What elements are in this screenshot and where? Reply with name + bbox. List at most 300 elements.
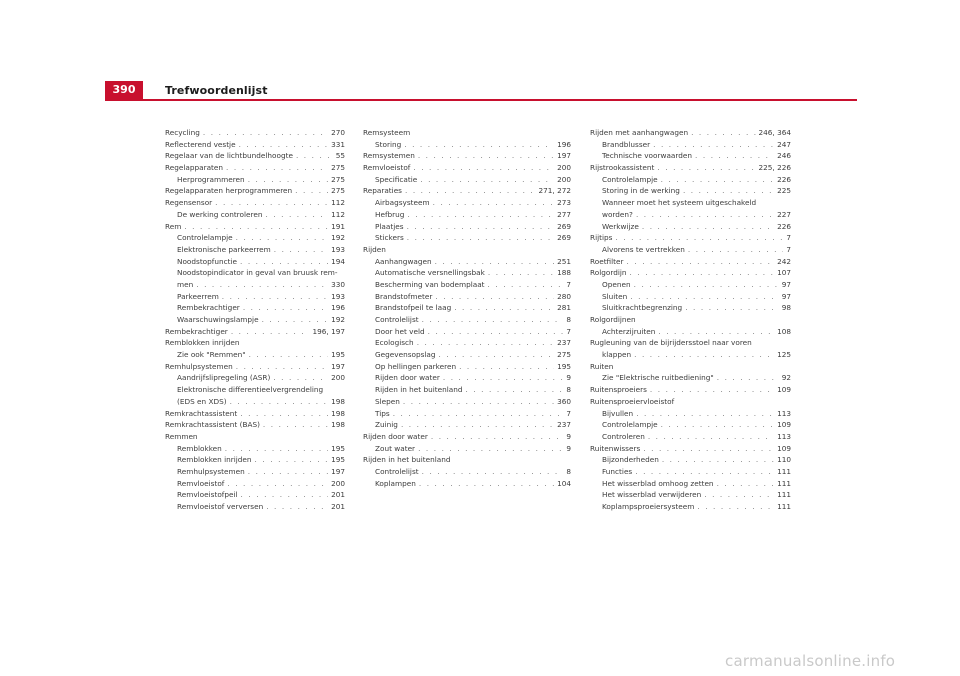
page-reference: 192 [331,233,345,243]
entry-term: Elektronische parkeerrem [177,244,271,254]
dot-leader [222,291,328,303]
index-subentry [590,174,791,186]
page-reference: 271, 272 [538,186,571,196]
index-entry [363,162,571,174]
dot-leader [184,221,328,233]
dot-leader [658,326,774,338]
index-subentry [165,209,345,221]
index-subentry [165,396,345,408]
index-subentry [165,174,345,186]
dot-leader [393,408,564,420]
dot-leader [650,384,774,396]
entry-term: Hefbrug [375,209,405,219]
dot-leader [274,244,328,256]
index-subentry [363,267,571,279]
watermark: carmanualsonline.info [725,652,896,670]
entry-term: Bijzonderheden [602,455,659,465]
dot-leader [418,443,563,455]
entry-term: Werkwijze [602,221,639,231]
index-subentry [363,314,571,326]
index-heading: Ruiten [590,361,614,371]
page-reference: 7 [566,279,571,289]
index-subentry [165,372,345,384]
index-subentry [165,349,345,361]
index-subentry [590,466,791,478]
entry-term: Airbagsysteem [375,198,430,208]
entry-term: Storing in de werking [602,186,680,196]
dot-leader [695,150,774,162]
index-subentry [590,478,791,490]
entry-term: Remvloeistof [363,163,411,173]
index-entry [590,267,791,279]
entry-term: worden? [602,209,633,219]
page-reference: 195 [557,361,571,371]
dot-leader [407,221,555,233]
page-reference: 9 [566,431,571,441]
dot-leader [661,419,774,431]
page-reference: 113 [777,431,791,441]
page-reference: 200 [557,163,571,173]
dot-leader [636,209,774,221]
page-reference: 113 [777,408,791,418]
dot-leader [230,396,329,408]
dot-leader [263,419,328,431]
page-number: 390 [105,81,143,99]
dot-leader [717,478,775,490]
dot-leader [266,501,328,513]
dot-leader [419,478,554,490]
index-subentry [363,174,571,186]
page-reference: 55 [335,151,345,161]
index-entry [165,221,345,233]
index-subentry [165,454,345,466]
entry-term: Brandstofmeter [375,291,433,301]
page-reference: 7 [786,233,791,243]
index-subentry [590,501,791,513]
dot-leader [454,302,554,314]
page-reference: 237 [557,338,571,348]
page-reference: 275 [331,163,345,173]
dot-leader [428,326,564,338]
page-reference: 110 [777,455,791,465]
page-reference: 196 [557,139,571,149]
dot-leader [435,291,554,303]
entry-term: Regelapparaten [165,163,224,173]
entry-term: Remhulpsystemen [177,466,245,476]
index-heading: Rugleuning van de bijrijdersstoel naar voren [590,338,752,348]
page-reference: 251 [557,256,571,266]
index-entry [165,127,345,139]
index-subentry [363,372,571,384]
index-subentry [590,431,791,443]
dot-leader [273,372,328,384]
dot-leader [443,372,563,384]
dot-leader [431,431,563,443]
entry-term: Aandrijfslipregeling (ASR) [177,373,271,383]
entry-term: Sluitkrachtbegrenzing [602,303,683,313]
entry-term: Het wisserblad omhoog zetten [602,478,714,488]
dot-leader [203,127,328,139]
entry-term: Controlelijst [375,315,419,324]
entry-term: Automatische versnellingsbak [375,268,485,278]
page-reference: 330 [331,279,345,289]
dot-leader [249,349,328,361]
index-column-3 [590,127,791,513]
entry-term: Controleren [602,431,645,441]
page-reference: 92 [781,373,791,383]
index-heading: Remsysteem [363,128,411,137]
dot-leader [295,185,328,197]
page-reference: 273 [557,198,571,208]
index-subentry [590,454,791,466]
page-reference: 275 [557,350,571,360]
page-reference: 195 [331,443,345,453]
entry-term: Openen [602,279,631,289]
entry-term: Aanhangwagen [375,256,432,266]
dot-leader [236,232,328,244]
index-subentry [165,478,345,490]
page-reference: 197 [557,151,571,161]
page-reference: 237 [557,420,571,430]
dot-leader [459,361,554,373]
index-subentry [590,372,791,384]
page-reference: 226 [777,174,791,184]
page-reference: 194 [331,256,345,266]
page-reference: 197 [331,361,345,371]
index-column-2 [363,127,571,489]
index-subentry [590,279,791,291]
page-reference: 97 [781,291,791,301]
entry-term: Rijtips [590,233,613,243]
page-reference: 200 [331,373,345,383]
entry-term: Controlelampje [602,420,658,430]
dot-leader [417,337,554,349]
dot-leader [240,408,328,420]
page-reference: 109 [777,420,791,430]
dot-leader [635,466,774,478]
index-heading: Rolgordijnen [590,315,636,324]
index-column-1 [165,127,345,513]
index-subentry [165,302,345,314]
page-reference: 125 [777,350,791,360]
dot-leader [236,361,328,373]
entry-term: Rijstrookassistent [590,163,655,173]
index-subentry [165,489,345,501]
page-reference: 246, 364 [758,128,791,137]
dot-leader [225,443,328,455]
dot-leader [405,185,536,197]
index-entry [363,185,571,197]
page-reference: 109 [777,443,791,453]
index-subentry [590,291,791,303]
page-reference: 111 [777,502,791,511]
index-entry [590,162,791,174]
page-reference: 246 [777,151,791,161]
entry-term: Functies [602,466,633,476]
page-reference: 360 [557,396,571,406]
index-subentry [165,443,345,455]
index-entry [165,326,345,338]
index-subentry [590,408,791,420]
page-reference: 197 [331,466,345,476]
index-subentry [165,466,345,478]
index-subentry [363,279,571,291]
index-subentry [363,326,571,338]
index-subentry [590,150,791,162]
index-subentry [590,302,791,314]
entry-term: (EDS en XDS) [177,396,227,406]
page-reference: 112 [331,198,345,208]
entry-term: Koplampsproeiersysteem [602,502,695,511]
page-reference: 200 [557,174,571,184]
entry-term: Remvloeistofpeil [177,490,238,500]
dot-leader [433,197,554,209]
index-subentry [590,419,791,431]
page-reference: 275 [331,186,345,196]
dot-leader [215,197,328,209]
index-subentry [363,302,571,314]
index-subentry [590,185,791,197]
index-subentry [590,139,791,151]
entry-term: Rijden door water [375,373,440,383]
index-heading: Rijden [363,244,386,254]
dot-leader [691,127,755,139]
index-subentry [590,489,791,501]
dot-leader [196,279,328,291]
index-entry [165,162,345,174]
dot-leader [418,150,554,162]
index-subentry [363,396,571,408]
page-reference: 111 [777,478,791,488]
index-subentry [165,256,345,268]
dot-leader [465,384,563,396]
dot-leader [717,372,779,384]
page-reference: 225, 226 [758,163,791,173]
entry-term: Het wisserblad verwijderen [602,490,702,500]
entry-term: Rembekrachtiger [177,303,240,313]
dot-leader [661,174,774,186]
page-reference: 225 [777,186,791,196]
dot-leader [615,232,783,244]
dot-leader [241,489,329,501]
entry-term: klappen [602,350,632,360]
dot-leader [643,443,774,455]
index-entry [165,197,345,209]
page-reference: 275 [331,174,345,184]
page-reference: 7 [566,408,571,418]
index-subentry [165,501,345,513]
dot-leader [422,466,564,478]
dot-leader [488,279,564,291]
entry-term: Op hellingen parkeren [375,361,457,371]
dot-leader [657,162,755,174]
header-rule [105,99,857,101]
dot-leader [648,431,774,443]
page-reference: 112 [331,209,345,219]
page-reference: 9 [566,443,571,453]
entry-term: Controlelijst [375,466,419,476]
index-subentry [590,209,791,221]
entry-term: Brandstofpeil te laag [375,303,452,313]
index-subentry [363,232,571,244]
page-reference: 192 [331,315,345,324]
dot-leader [688,244,783,256]
page-reference: 97 [781,279,791,289]
index-entry [363,150,571,162]
dot-leader [422,314,564,326]
entry-term: Door het veld [375,326,425,336]
index-subentry [363,209,571,221]
dot-leader [685,302,779,314]
index-subheading: Noodstopindicator in geval van bruusk rem- [177,268,338,278]
page-reference: 198 [331,408,345,418]
index-heading: Remmen [165,431,198,441]
dot-leader [226,162,328,174]
dot-leader [227,478,328,490]
dot-leader [255,454,329,466]
index-subentry [590,244,791,256]
page-reference: 111 [777,466,791,476]
index-subentry [363,139,571,151]
page-reference: 98 [781,303,791,313]
entry-term: Ecologisch [375,338,414,348]
entry-term: Plaatjes [375,221,404,231]
page-reference: 200 [331,478,345,488]
page-reference: 109 [777,385,791,395]
page-reference: 277 [557,209,571,219]
index-entry [590,256,791,268]
page-reference: 280 [557,291,571,301]
entry-term: Achterzijruiten [602,326,656,336]
page-reference: 104 [557,478,571,488]
index-entry [165,150,345,162]
dot-leader [439,349,555,361]
entry-term: Recycling [165,128,200,137]
entry-term: Koplampen [375,478,416,488]
entry-term: Gegevensopslag [375,350,436,360]
dot-leader [627,256,775,268]
page-reference: 191 [331,221,345,231]
entry-term: Remhulpsystemen [165,361,233,371]
dot-leader [262,314,329,326]
index-subentry [363,197,571,209]
index-subentry [363,291,571,303]
entry-term: Reflecterend vestje [165,139,236,149]
index-subentry [363,408,571,420]
page-reference: 108 [777,326,791,336]
entry-term: Remblokken [177,443,222,453]
index-subentry [363,466,571,478]
index-entry [590,127,791,139]
dot-leader [265,209,328,221]
index-entry [590,232,791,244]
entry-term: Slepen [375,396,400,406]
entry-term: Controlelampje [177,233,233,243]
page-reference: 270 [331,128,345,137]
page-reference: 198 [331,420,345,430]
page-reference: 198 [331,396,345,406]
entry-term: Tips [375,408,390,418]
dot-leader [630,267,775,279]
index-entry [363,431,571,443]
entry-term: Rijden in het buitenland [375,385,463,395]
index-subentry [165,279,345,291]
index-subentry [363,337,571,349]
entry-term: Zie "Elektrische ruitbediening" [602,373,714,383]
index-subheading: Wanneer moet het systeem uitgeschakeld [602,198,757,208]
index-heading: Remblokken inrijden [165,338,240,348]
index-subentry [165,232,345,244]
entry-term: Remblokken inrijden [177,455,252,465]
page-reference: 7 [566,326,571,336]
index-entry [590,384,791,396]
page-reference: 269 [557,233,571,243]
page-reference: 193 [331,244,345,254]
index-heading: Ruitensproeiervloeistof [590,396,675,406]
entry-term: Parkeerrem [177,291,219,301]
index-subentry [363,221,571,233]
page-reference: 201 [331,490,345,500]
entry-term: Regensensor [165,198,213,208]
page-reference: 8 [566,315,571,324]
dot-leader [413,162,554,174]
dot-leader [401,419,554,431]
index-subentry [363,361,571,373]
index-entry [165,361,345,373]
dot-leader [404,139,554,151]
page-reference: 281 [557,303,571,313]
entry-term: Reparaties [363,186,402,196]
dot-leader [240,256,328,268]
entry-term: Remkrachtassistent [165,408,238,418]
dot-leader [403,396,554,408]
page-reference: 226 [777,221,791,231]
index-subentry [363,384,571,396]
page-title: Trefwoordenlijst [165,84,268,97]
page-reference: 247 [777,139,791,149]
entry-term: Controlelampje [602,174,658,184]
index-entry [165,419,345,431]
dot-leader [488,267,554,279]
index-subentry [165,314,345,326]
page-reference: 201 [331,502,345,511]
entry-term: men [177,279,194,289]
page-reference: 8 [566,466,571,476]
index-entry [165,408,345,420]
entry-term: Rembekrachtiger [165,326,228,336]
entry-term: Storing [375,139,402,149]
dot-leader [630,291,778,303]
dot-leader [683,185,774,197]
entry-term: Zuinig [375,420,398,430]
entry-term: Sluiten [602,291,628,301]
dot-leader [231,326,310,338]
dot-leader [239,139,328,151]
page-reference: 111 [777,490,791,500]
index-subentry [590,221,791,233]
dot-leader [653,139,774,151]
page-reference: 188 [557,268,571,278]
entry-term: Specificatie [375,174,418,184]
dot-leader [662,454,774,466]
page-reference: 193 [331,291,345,301]
entry-term: Technische voorwaarden [602,151,693,161]
index-subentry [590,349,791,361]
page-reference: 227 [777,209,791,219]
index-entry [590,443,791,455]
dot-leader [634,279,779,291]
page-reference: 196 [331,303,345,313]
